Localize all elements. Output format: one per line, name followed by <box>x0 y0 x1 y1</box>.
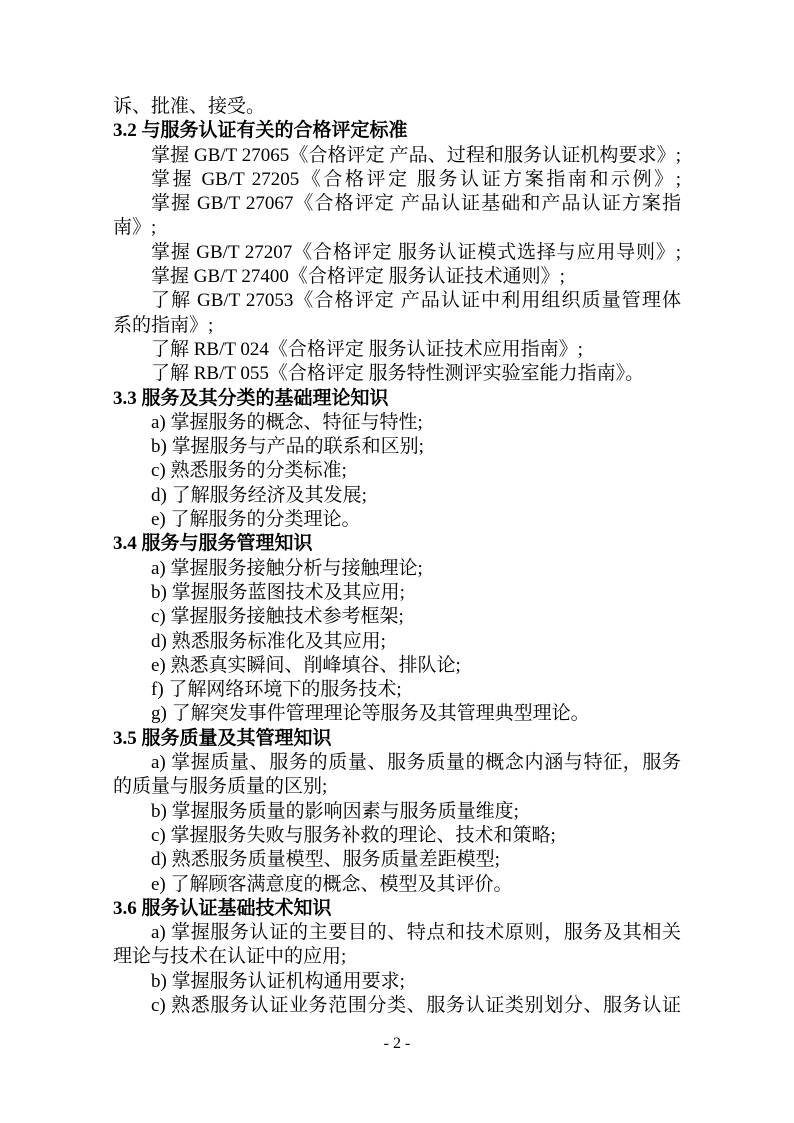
text-line: a) 掌握质量、服务的质量、服务质量的概念内涵与特征，服务 <box>151 752 681 774</box>
text-line: 诉、批准、接受。 <box>113 96 266 117</box>
text-line: f) 了解网络环境下的服务技术; <box>151 679 402 701</box>
text-line: c) 掌握服务接触技术参考框架; <box>151 606 404 628</box>
text-line: a) 掌握服务接触分析与接触理论; <box>151 557 423 579</box>
text-line: b) 掌握服务蓝图技术及其应用; <box>151 581 405 603</box>
text-line: b) 掌握服务与产品的联系和区别; <box>151 436 424 458</box>
text-line: d) 熟悉服务标准化及其应用; <box>151 630 386 652</box>
text-line: 掌握 GB/T 27207《合格评定 服务认证模式选择与应用导则》; <box>151 241 681 263</box>
text-line: 掌握 GB/T 27400《合格评定 服务认证技术通则》; <box>151 266 565 288</box>
text-line: c) 熟悉服务认证业务范围分类、服务认证类别划分、服务认证 <box>151 994 681 1016</box>
text-line: 了解 RB/T 055《合格评定 服务特性测评实验室能力指南》。 <box>151 363 645 385</box>
text-line: 掌握 GB/T 27065《合格评定 产品、过程和服务认证机构要求》; <box>151 144 681 166</box>
text-line: 理论与技术在认证中的应用; <box>113 946 347 968</box>
section-heading: 3.3 服务及其分类的基础理论知识 <box>113 387 389 409</box>
text-line: e) 了解服务的分类理论。 <box>151 509 361 531</box>
text-line: d) 熟悉服务质量模型、服务质量差距模型; <box>151 849 500 871</box>
text-line: 系的指南》; <box>113 314 214 336</box>
section-heading: 3.4 服务与服务管理知识 <box>113 533 313 555</box>
page-number: - 2 - <box>383 1035 411 1052</box>
document-body <box>113 95 681 1018</box>
text-line: c) 掌握服务失败与服务补救的理论、技术和策略; <box>151 824 556 846</box>
text-line: c) 熟悉服务的分类标准; <box>151 460 347 482</box>
text-line: 的质量与服务质量的区别; <box>113 776 328 798</box>
section-heading: 3.6 服务认证基础技术知识 <box>113 897 332 919</box>
text-line: d) 了解服务经济及其发展; <box>151 484 367 506</box>
text-line: e) 了解顾客满意度的概念、模型及其评价。 <box>151 873 513 895</box>
section-heading: 3.5 服务质量及其管理知识 <box>113 727 332 749</box>
text-line: 南》; <box>113 217 157 239</box>
text-line: b) 掌握服务质量的影响因素与服务质量维度; <box>151 800 519 822</box>
text-line: 了解 GB/T 27053《合格评定 产品认证中利用组织质量管理体 <box>151 290 681 312</box>
text-line: b) 掌握服务认证机构通用要求; <box>151 970 405 992</box>
text-line: a) 掌握服务认证的主要目的、特点和技术原则，服务及其相关 <box>151 922 681 944</box>
text-line: 了解 RB/T 024《合格评定 服务认证技术应用指南》; <box>151 338 583 360</box>
section-heading: 3.2 与服务认证有关的合格评定标准 <box>113 120 408 142</box>
text-line: e) 熟悉真实瞬间、削峰填谷、排队论; <box>151 654 461 676</box>
text-line: 掌握 GB/T 27205《合格评定 服务认证方案指南和示例》; <box>151 168 681 190</box>
text-line: g) 了解突发事件管理理论等服务及其管理典型理论。 <box>151 703 590 725</box>
text-line: a) 掌握服务的概念、特征与特性; <box>151 411 423 433</box>
text-line: 掌握 GB/T 27067《合格评定 产品认证基础和产品认证方案指 <box>151 193 681 215</box>
